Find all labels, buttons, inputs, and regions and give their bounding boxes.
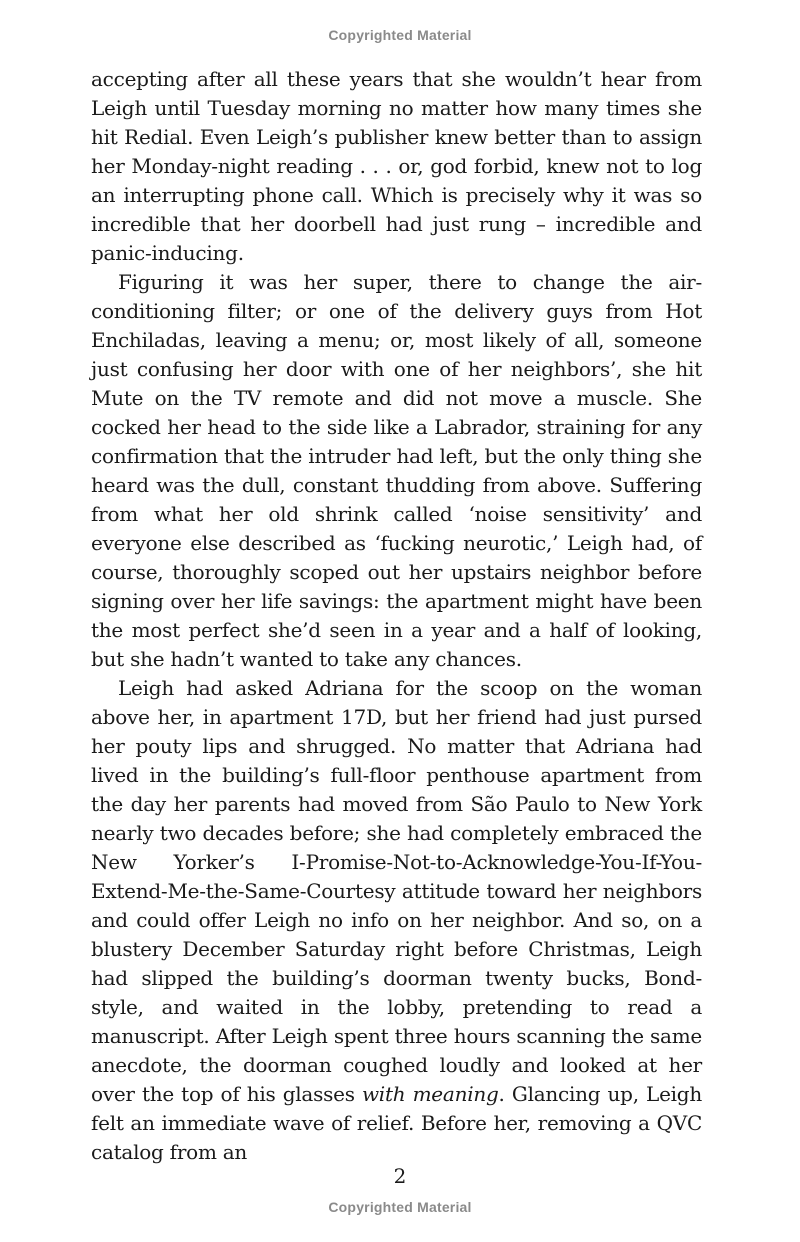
body-text (91, 65, 702, 1167)
paragraph-3-text-after: . Glancing up, Leigh felt an immediate wave of relief. Before her, removing a QVC catalog from an (91, 1082, 702, 1164)
paragraph-2: Figuring it was her super, there to change the air-conditioning filter; or one of the delivery guys from Hot Enchiladas, leaving a menu; or, most likely of all, someone just confusing her door with one of her neighbors’, she hit Mute on the TV remote and did not move a muscle. She cocked her head to the side like a Labrador, straining for any confirmation that the intruder had left, but the only thing she heard was the dull, constant thudding from above. Suffering from what her old shrink called ‘noise sensitivity’ and everyone else described as ‘fucking neurotic,’ Leigh had, of course, thoroughly scoped out her upstairs neighbor before signing over her life savings: the apartment might have been the most perfect she’d seen in a year and a half of looking, but she hadn’t wanted to take any chances. (91, 270, 702, 671)
paragraph-3-emphasis: with meaning (361, 1082, 499, 1106)
paragraph-3-text-before: Leigh had asked Adriana for the scoop on the woman above her, in apartment 17D, but her friend had just pursed her pouty lips and shrugged. No matter that Adriana had lived in the building’s full-floor penthouse apartment from the day her parents had moved from São Paulo to New York nearly two decades before; she had completely embraced the New Yorker’s I-Promise-Not-to-Acknowledge-You-If-You-Extend-Me-the-Same-Courtesy attitude toward her neighbors and could offer Leigh no info on her neighbor. And so, on a blustery December Saturday right before Christmas, Leigh had slipped the building’s doorman twenty bucks, Bond-style, and waited in the lobby, pretending to read a manuscript. After Leigh spent three hours scanning the same anecdote, the doorman coughed loudly and looked at her over the top of his glasses (91, 676, 702, 1106)
page-number: 2 (393, 1164, 407, 1188)
copyright-watermark-bottom: Copyrighted Material (328, 1199, 472, 1215)
copyright-watermark-top: Copyrighted Material (328, 27, 472, 43)
paragraph-1: accepting after all these years that she wouldn’t hear from Leigh until Tuesday morning no matter how many times she hit Redial. Even Leigh’s publisher knew better than to assign her Monday-night reading . . . or, god forbid, knew not to log an interrupting phone call. Which is precisely why it was so incredible that her doorbell had just rung – incredible and panic-inducing. (91, 67, 702, 265)
paragraph-3 (91, 674, 702, 1167)
